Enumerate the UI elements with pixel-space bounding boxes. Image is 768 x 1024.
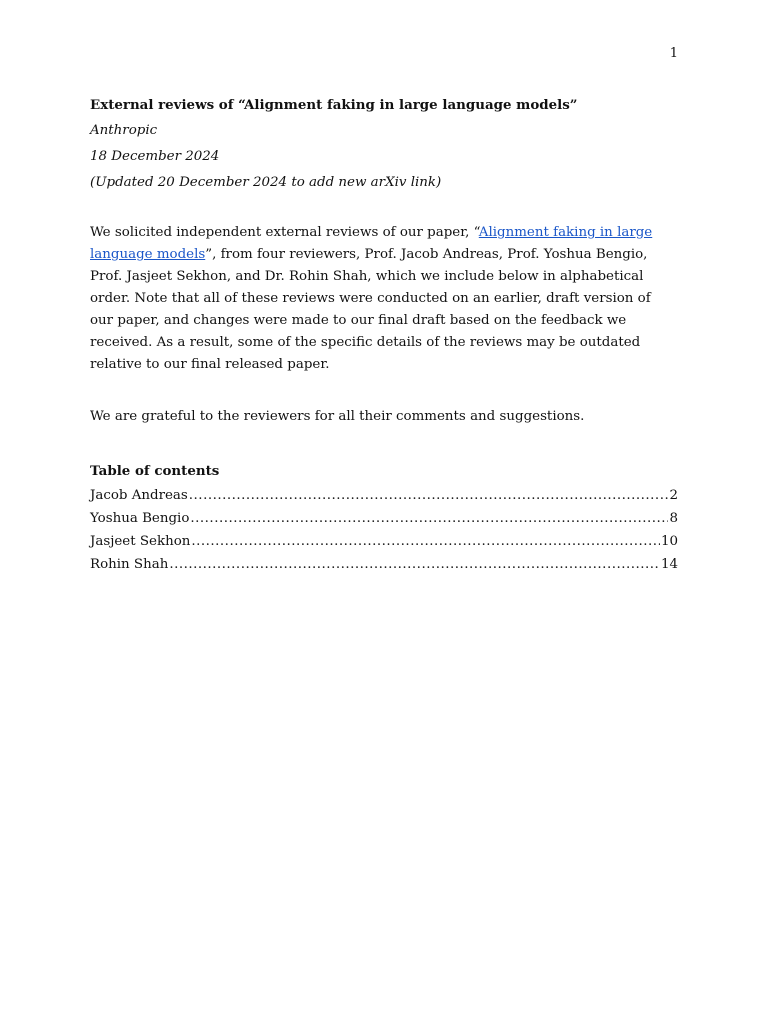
toc-entry-rohin-shah[interactable]	[90, 553, 678, 576]
intro-paragraph	[90, 222, 678, 376]
toc-entry-page: 14	[660, 557, 678, 572]
document-body	[90, 94, 678, 576]
toc-heading: Table of contents	[90, 463, 220, 479]
toc-entry-jacob-andreas[interactable]	[90, 484, 678, 507]
toc-entry-jasjeet-sekhon[interactable]	[90, 530, 678, 553]
toc-entry-name: Jacob Andreas	[90, 488, 188, 503]
toc-entry-name: Yoshua Bengio	[90, 511, 190, 526]
toc-entry-page: 10	[660, 534, 678, 549]
toc-entry-name: Rohin Shah	[90, 557, 169, 572]
toc-leader-dots	[169, 553, 660, 576]
toc-leader-dots	[191, 530, 660, 553]
table-of-contents	[90, 484, 678, 576]
date-line: 18 December 2024	[90, 149, 220, 164]
toc-leader-dots	[189, 484, 669, 507]
toc-entry-name: Jasjeet Sekhon	[90, 534, 191, 549]
intro-prefix: We solicited independent external reviews of our paper, “	[90, 225, 479, 240]
author-line: Anthropic	[90, 123, 158, 138]
toc-entry-page: 8	[669, 511, 678, 526]
document-title: External reviews of “Alignment faking in large language models”	[90, 97, 578, 113]
paper-link[interactable]: Alignment faking in large language models	[90, 225, 653, 262]
thanks-paragraph: We are grateful to the reviewers for all their comments and suggestions.	[90, 409, 585, 424]
toc-entry-page: 2	[669, 488, 678, 503]
toc-entry-yoshua-bengio[interactable]	[90, 507, 678, 530]
page-number: 1	[669, 46, 678, 61]
update-note: (Updated 20 December 2024 to add new arXiv link)	[90, 175, 442, 190]
intro-suffix: ”, from four reviewers, Prof. Jacob Andreas, Prof. Yoshua Bengio, Prof. Jasjeet Sekhon, and Dr. Rohin Shah, which we include below in alphabetical order. Note that all of these reviews were conducted on an earlier, draft version of our paper, and changes were made to our final draft based on the feedback we received. As a result, some of the specific details of the reviews may be outdated relative to our final released paper.	[90, 247, 651, 372]
toc-leader-dots	[190, 507, 668, 530]
